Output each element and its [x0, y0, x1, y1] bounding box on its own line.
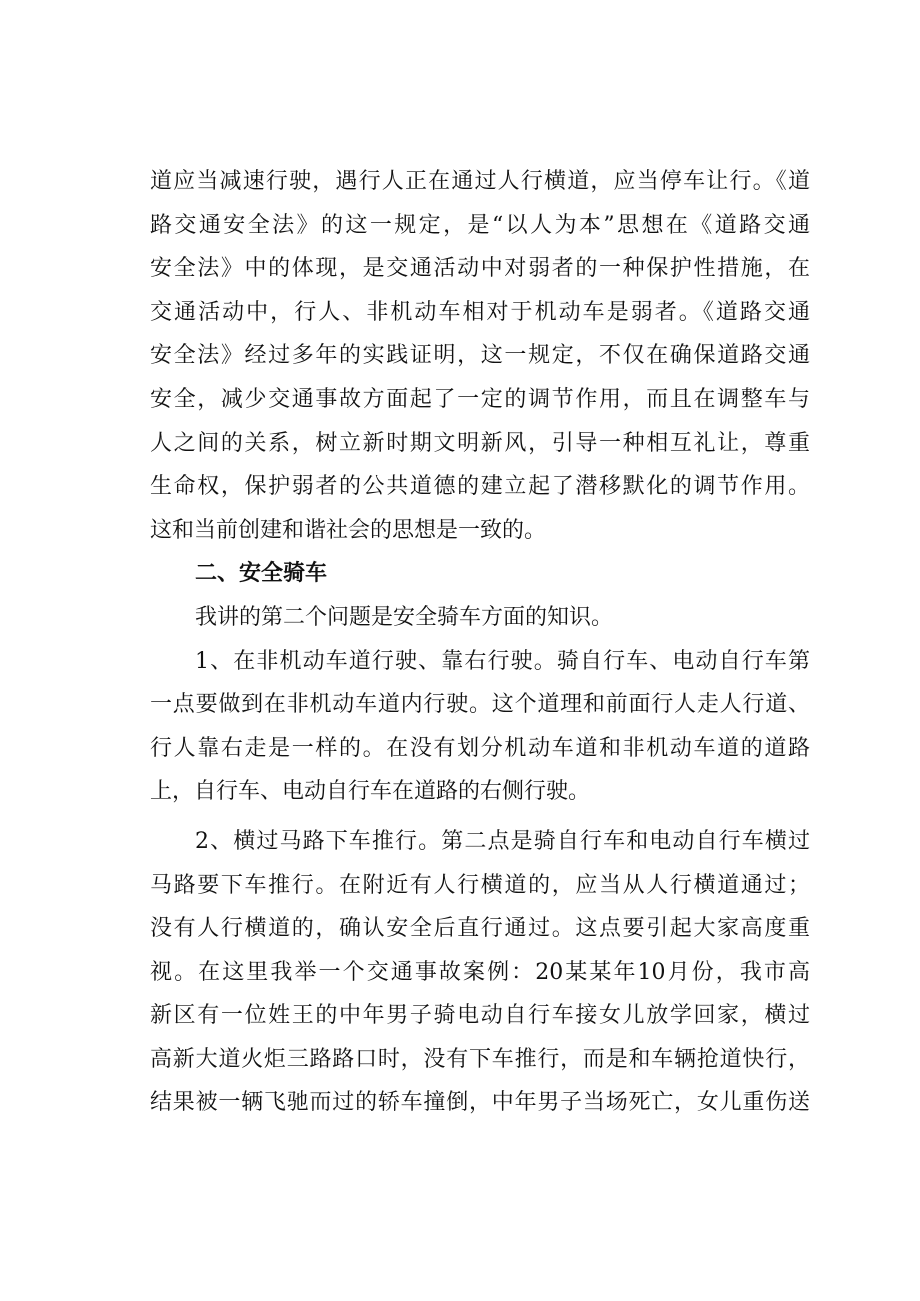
paragraph-line: 安全法》中的体现，是交通活动中对弱者的一种保护性措施，在	[150, 256, 810, 282]
paragraph-line: 路交通安全法》的这一规定，是“以人为本”思想在《道路交通	[150, 212, 810, 238]
paragraph-line: 道应当减速行驶，遇行人正在通过人行横道，应当停车让行。《道	[150, 169, 810, 194]
paragraph-line: 上，自行车、电动自行车在道路的右侧行驶。	[150, 779, 591, 805]
paragraph-line: 高新大道火炬三路路口时，没有下车推行，而是和车辆抢道快行，	[150, 1046, 810, 1072]
paragraph-line: 结果被一辆飞驰而过的轿车撞倒，中年男子当场死亡，女儿重伤送	[150, 1090, 810, 1116]
section-heading: 二、安全骑车	[195, 561, 328, 587]
paragraph-line: 人之间的关系，树立新时期文明新风，引导一种相互礼让，尊重	[150, 430, 810, 456]
paragraph-line: 马路要下车推行。在附近有人行横道的，应当从人行横道通过；	[150, 872, 810, 898]
paragraph-line: 一点要做到在非机动车道内行驶。这个道理和前面行人走人行道、	[150, 692, 810, 718]
paragraph-line: 我讲的第二个问题是安全骑车方面的知识。	[195, 604, 614, 630]
paragraph-line: 视。在这里我举一个交通事故案例：20某某年10月份，我市高	[150, 959, 810, 985]
paragraph-line: 这和当前创建和谐社会的思想是一致的。	[150, 517, 547, 543]
body-text	[150, 160, 810, 1125]
paragraph-line: 安全，减少交通事故方面起了一定的调节作用，而且在调整车与	[150, 386, 810, 412]
paragraph-line: 行人靠右走是一样的。在没有划分机动车道和非机动车道的道路	[150, 735, 810, 761]
paragraph-line: 生命权，保护弱者的公共道德的建立起了潜移默化的调节作用。	[150, 474, 810, 500]
paragraph-line: 安全法》经过多年的实践证明，这一规定，不仅在确保道路交通	[150, 343, 810, 369]
paragraph-line: 1、在非机动车道行驶、靠右行驶。骑自行车、电动自行车第	[195, 648, 810, 674]
paragraph-line: 交通活动中，行人、非机动车相对于机动车是弱者。《道路交通	[150, 299, 810, 325]
paragraph-line: 2、横过马路下车推行。第二点是骑自行车和电动自行车横过	[195, 828, 810, 854]
paragraph-line: 新区有一位姓王的中年男子骑电动自行车接女儿放学回家，横过	[150, 1003, 810, 1029]
paragraph-line: 没有人行横道的，确认安全后直行通过。这点要引起大家高度重	[150, 916, 810, 942]
